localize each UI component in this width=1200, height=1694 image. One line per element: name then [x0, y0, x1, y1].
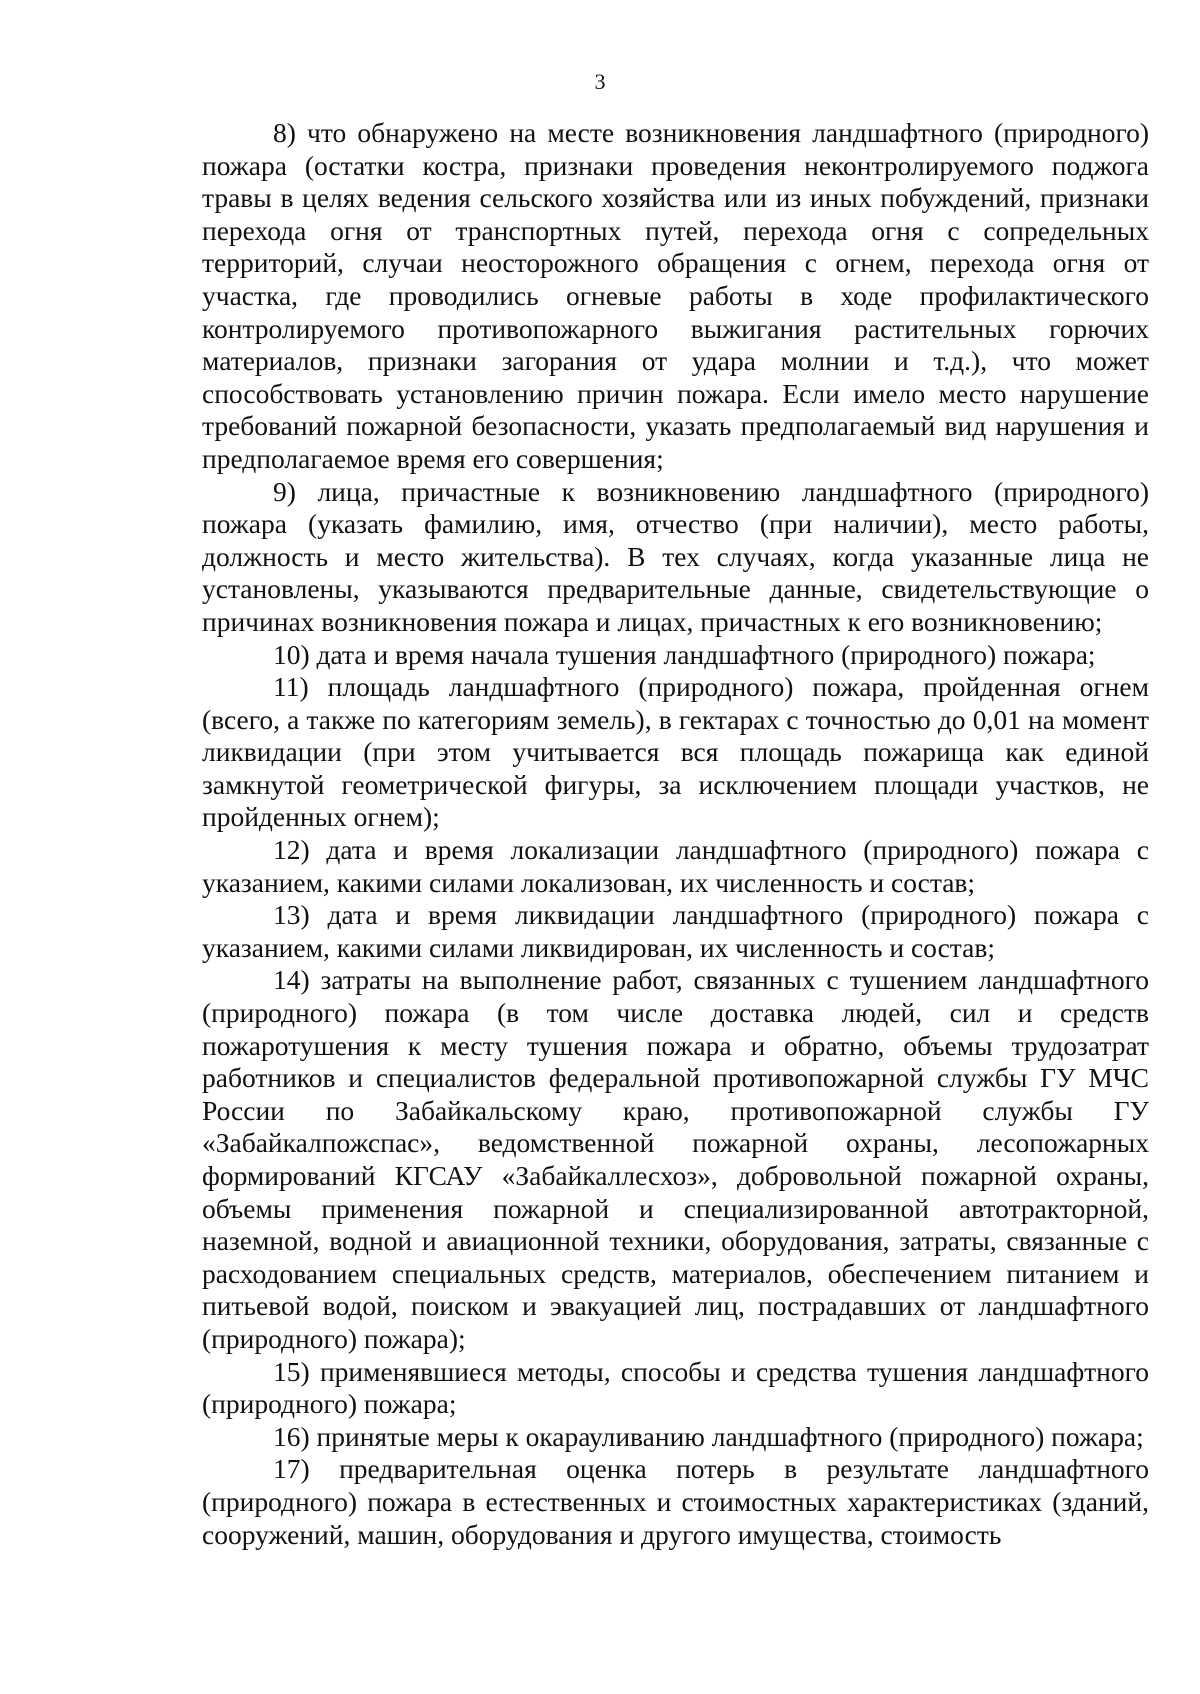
- list-item-13: 13) дата и время ликвидации ландшафтного (природного) пожара с указанием, какими силами ликвидирован, их численность и состав;: [202, 899, 1149, 963]
- list-item-15: 15) применявшиеся методы, способы и средства тушения ландшафтного (природного) пожара;: [202, 1355, 1149, 1420]
- list-item-17: 17) предварительная оценка потерь в результате ландшафтного (природного) пожара в естественных и стоимостных характеристиках (зданий, сооружений, машин, оборудования и другого имущества, стоимость: [202, 1453, 1149, 1550]
- list-item-16: 16) принятые меры к окарауливанию ландшафтного (природного) пожара;: [273, 1420, 1144, 1452]
- list-item-11: 11) площадь ландшафтного (природного) пожара, пройденная огнем (всего, а также по категориям земель), в гектарах с точностью до 0,01 на момент ликвидации (при этом учитывается вся площадь пожарища как единой замкнутой геометрической фигуры, за исключением площади участков, не пройденных огнем);: [202, 671, 1149, 833]
- list-item-10: 10) дата и время начала тушения ландшафтного (природного) пожара;: [273, 638, 1096, 670]
- list-item-9: 9) лица, причастные к возникновению ландшафтного (природного) пожара (указать фамилию, имя, отчество (при наличии), место работы, должность и место жительства). В тех случаях, когда указанные лица не установлены, указываются предварительные данные, свидетельствующие о причинах возникновения пожара и лицах, причастных к его возникновению;: [202, 475, 1149, 637]
- document-body: [202, 117, 1149, 1551]
- list-item-8: 8) что обнаружено на месте возникновения ландшафтного (природного) пожара (остатки костра, признаки проведения неконтролируемого поджога травы в целях ведения сельского хозяйства или из иных побуждений, признаки перехода огня от транспортных путей, перехода огня с сопредельных территорий, случаи неосторожного обращения с огнем, перехода огня от участка, где проводились огневые работы в ходе профилактического контролируемого противопожарного выжигания растительных горючих материалов, признаки загорания от удара молнии и т.д.), что может способствовать установлению причин пожара. Если имело место нарушение требований пожарной безопасности, указать предполагаемый вид нарушения и предполагаемое время его совершения;: [202, 117, 1149, 474]
- page-number: 3: [594, 69, 606, 94]
- list-item-12: 12) дата и время локализации ландшафтного (природного) пожара с указанием, какими силами локализован, их численность и состав;: [202, 834, 1149, 898]
- list-item-14: 14) затраты на выполнение работ, связанных с тушением ландшафтного (природного) пожара (в том числе доставка людей, сил и средств пожаротушения к месту тушения пожара и обратно, объемы трудозатрат работников и специалистов федеральной противопожарной службы ГУ МЧС России по Забайкальскому краю, противопожарной службы ГУ «Забайкалпожспас», ведомственной пожарной охраны, лесопожарных формирований КГСАУ «Забайкаллесхоз», добровольной пожарной охраны, объемы применения пожарной и специализированной автотракторной, наземной, водной и авиационной техники, оборудования, затраты, связанные с расходованием специальных средств, материалов, обеспечением питанием и питьевой водой, поиском и эвакуацией лиц, пострадавших от ландшафтного (природного) пожара);: [202, 964, 1149, 1354]
